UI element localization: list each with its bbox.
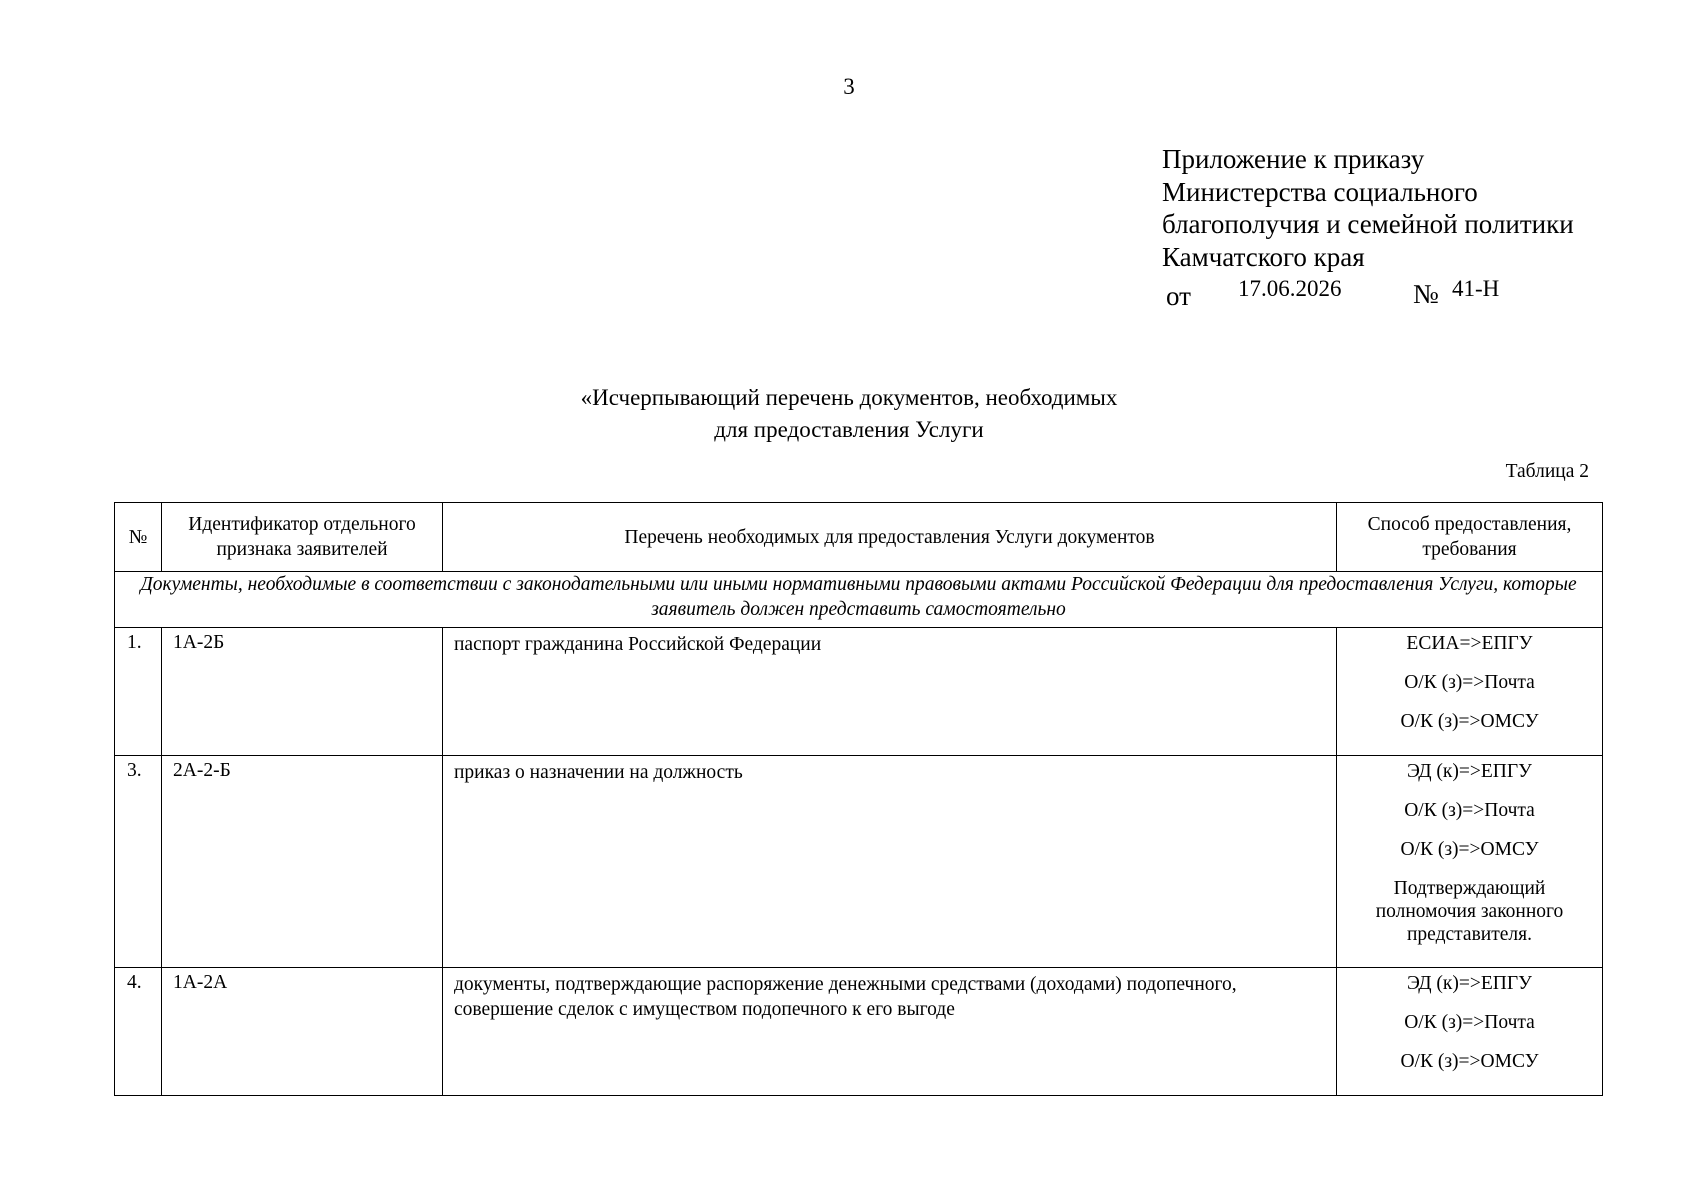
page-number: 3 (843, 74, 855, 99)
row-methods (1337, 628, 1603, 756)
method-item: О/К (з)=>Почта (1404, 800, 1535, 821)
table-row (115, 968, 1603, 1096)
appendix-date-row (1166, 276, 1566, 310)
row-num: 1. (115, 628, 162, 756)
appendix-line: Приложение к приказу (1162, 144, 1425, 174)
row-methods (1337, 756, 1603, 968)
table-label: Таблица 2 (1505, 461, 1589, 482)
order-number: 41-Н (1452, 276, 1500, 301)
row-num: 4. (115, 968, 162, 1096)
header-identifier: Идентификатор отдельного признака заявителей (162, 503, 443, 572)
document-title (0, 382, 1698, 446)
row-methods (1337, 968, 1603, 1096)
section-row (115, 572, 1603, 628)
row-document: документы, подтверждающие распоряжение денежными средствами (доходами) подопечного, совершение сделок с имуществом подопечного к его выгоде (443, 968, 1337, 1096)
header-documents: Перечень необходимых для предоставления Услуги документов (443, 503, 1337, 572)
section-title: Документы, необходимые в соответствии с законодательными или иными нормативными правовыми актами Российской Федерации для предоставления Услуги, которые заявитель должен представить самостоятельно (115, 572, 1603, 628)
from-label: от (1166, 281, 1191, 311)
table-row (115, 628, 1603, 756)
method-item: О/К (з)=>ОМСУ (1400, 839, 1539, 860)
appendix-line: благополучия и семейной политики (1162, 209, 1574, 239)
method-item: Подтверждающий полномочия законного представителя. (1375, 878, 1564, 945)
appendix-line: Министерства социального (1162, 176, 1478, 207)
title-line-1: «Исчерпывающий перечень документов, необходимых (580, 385, 1118, 410)
method-item: О/К (з)=>Почта (1404, 1012, 1535, 1033)
table-header-row (115, 503, 1603, 572)
row-num: 3. (115, 756, 162, 968)
header-num: № (115, 503, 162, 572)
method-item: О/К (з)=>ОМСУ (1400, 1051, 1539, 1072)
header-method: Способ предоставления, требования (1337, 503, 1603, 572)
method-item: ЭД (к)=>ЕПГУ (1407, 761, 1532, 782)
table-row (115, 756, 1603, 968)
order-date: 17.06.2026 (1238, 276, 1342, 301)
method-item: О/К (з)=>Почта (1404, 672, 1535, 693)
row-document: паспорт гражданина Российской Федерации (443, 628, 1337, 756)
number-sign: № (1413, 279, 1439, 309)
title-line-2: для предоставления Услуги (714, 417, 984, 442)
appendix-block (1162, 143, 1662, 273)
row-identifier: 2А-2-Б (162, 756, 443, 968)
method-item: ЭД (к)=>ЕПГУ (1407, 973, 1532, 994)
method-item: ЕСИА=>ЕПГУ (1406, 633, 1533, 654)
method-item: О/К (з)=>ОМСУ (1400, 711, 1539, 732)
documents-table (114, 502, 1603, 1096)
row-document: приказ о назначении на должность (443, 756, 1337, 968)
appendix-line: Камчатского края (1162, 241, 1365, 272)
row-identifier: 1А-2А (162, 968, 443, 1096)
row-identifier: 1А-2Б (162, 628, 443, 756)
